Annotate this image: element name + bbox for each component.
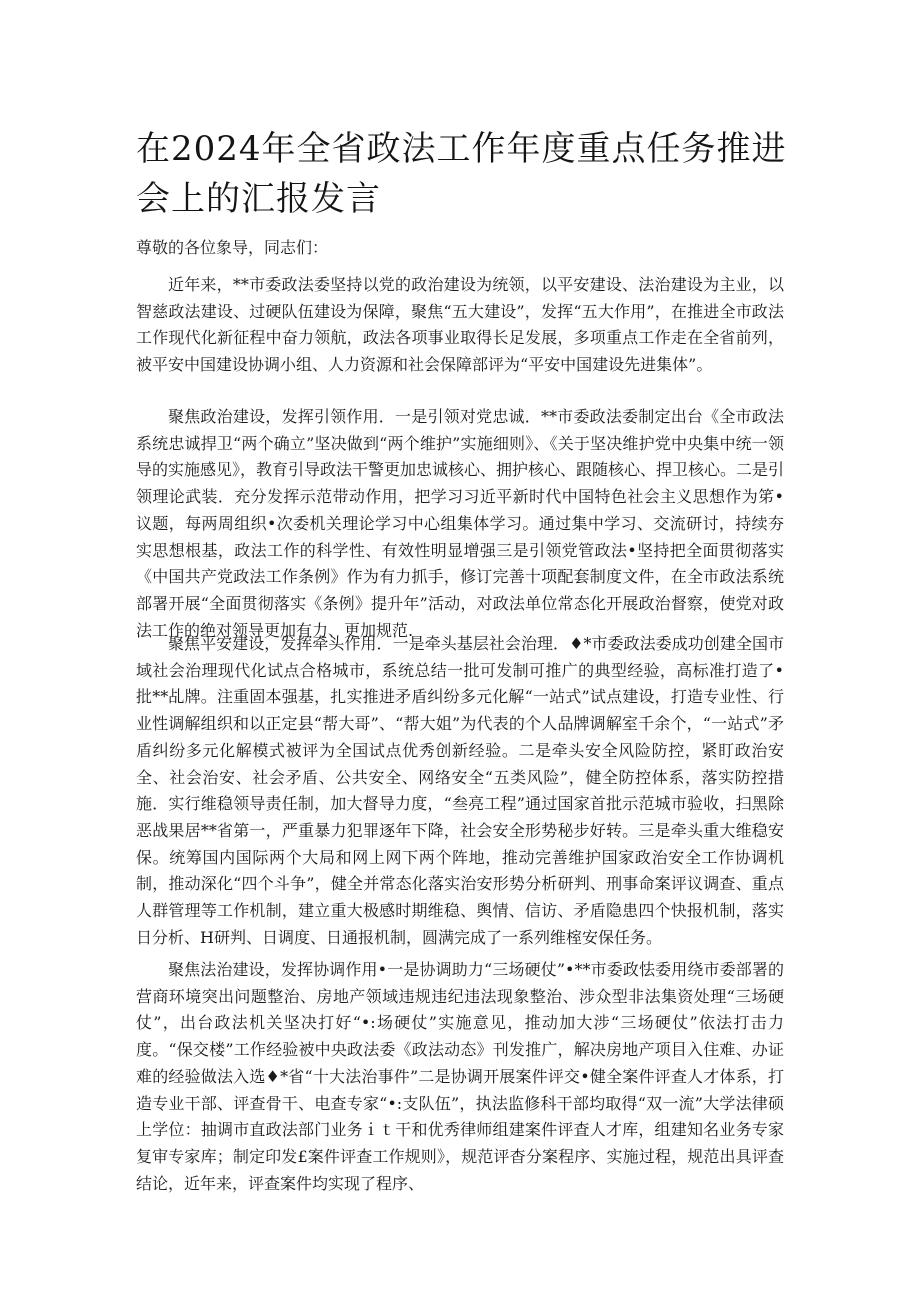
paragraph-political-building: 聚焦政治建设，发挥引领作用．一是引领对党忠诚．**市委政法委制定出台《全市政法系统忠诚捍卫“两个确立”坚决做到“两个维护”实施细则》、《关于坚决维护党中央集中统一领导的实施感见》，教育引导政法干警更加忠诚核心、拥护核心、跟随核心、捍卫核心。二是引领理论武装．充分发挥示范带动作用，把学习习近平新时代中国特色社会主义思想作为笫•议题，每两周组织•次委机关理论学习中心组集体学习。通过集中学习、交流研讨，持续夯实思想根基，政法工作的科学性、有效性明显增强三是引领党管政法•坚持把全面贯彻落实《中国共产党政法工作条例》作为有力抓手，修订完善十项配套制度文件，在全市政法系统部署开展“全面贯彻落实《条例》提升年”活动，对政法单位常态化开展政治督察，使党对政法工作的绝对领导更加有力、更加规范. <box>136 407 785 640</box>
paragraph-safety-building: 聚焦平安建设，发挥牵头作用．一是牵头基层社会治理．♦*市委政法委成功创建全国市域社会治理现代化试点合格城市，系统总结一批可发制可推广的典型经验，高标准打造了•批**乩牌。注重固本强基，扎实推进矛盾纠纷多元化解“一站式”试点建设，打造专业性、行业性调解组织和以正定县“帮大哥”、“帮大姐”为代表的个人品牌调解室千余个，“一站式”矛盾纠纷多元化解模式被评为全国试点优秀创新经验。二是牵头安全风险防控，紧盯政治安全、社会治安、社会矛盾、公共安全、网络安全“五类风险”，健全防控体系，落实防控措施．实行维稳领导责任制，加大督导力度，“叁亮工程”通过国家首批示范城市验收，扫黑除恶战果居**省第一，严重暴力犯罪逐年下降，社会安全形势秘步好转。三是牵头重大维稳安保。统筹国内国际两个大局和网上网下两个阵地，推动完善维护国家政治安全工作协调机制，推动深化“四个斗争”，健全并常态化落实治安形势分析研判、刑事命案评议调查、重点人群管理等工作机制，建立重大极感时期维稳、舆情、信访、矛盾隐患四个快报机制，落实日分析、H研判、日调度、日通报机制，圆满完成了一系列维榁安保任务。 <box>136 634 784 947</box>
document-title: 在2024年全省政法工作年度重点任务推进会上的汇报发言 <box>136 129 787 219</box>
salutation: 尊敬的各位象导，同志们： <box>136 238 329 257</box>
paragraph-intro: 近年来，**市委政法委坚持以党的政治建设为统领，以平安建设、法治建设为主业，以智慈政法建设、过硬队伍建设为保障，聚焦“五大建设”，发挥“五大作用”，在推进全市政法工作现代化新征程中奋力领航，政法各项事业取得长足发展，多项重点工作走在全省前列，被平安中国建设协调小组、人力资源和社会保障部评为“平安中国建设先进集体”。 <box>136 275 784 375</box>
paragraph-rule-of-law-building: 聚焦法治建设，发挥协调作用•一是协调助力“三场硬仗”•**市委政怯委用绕市委部署的营商环境突出问题整治、房地产领域违规违纪违法现象整治、涉众型非法集资处理“三场硬仗”，出台政法机关坚决打好“•:场硬仗”实施意见，推动加大涉“三场硬仗”依法打击力度。“保交楼”工作经验被中央政法委《政法动态》刊发推广，解决房地产项目入住难、办证难的经验做法入选♦*省“十大法治事件”二是协调开展案件评交•健全案件评查人才体系，打造专业干部、评查骨干、电查专家“•:支队伍”，执法监修科干部均取得“双一流”大学法律硕上学位：抽调市直政法部门业务ｉｔ干和优秀律师组建案件评査人才库，组建知名业务专家复审专家库；制定印发£案件评查工作规则》，规范评杳分案程序、实施过程，规范出具评查结论，近年来，评查案件均实现了程序、 <box>136 960 784 1193</box>
